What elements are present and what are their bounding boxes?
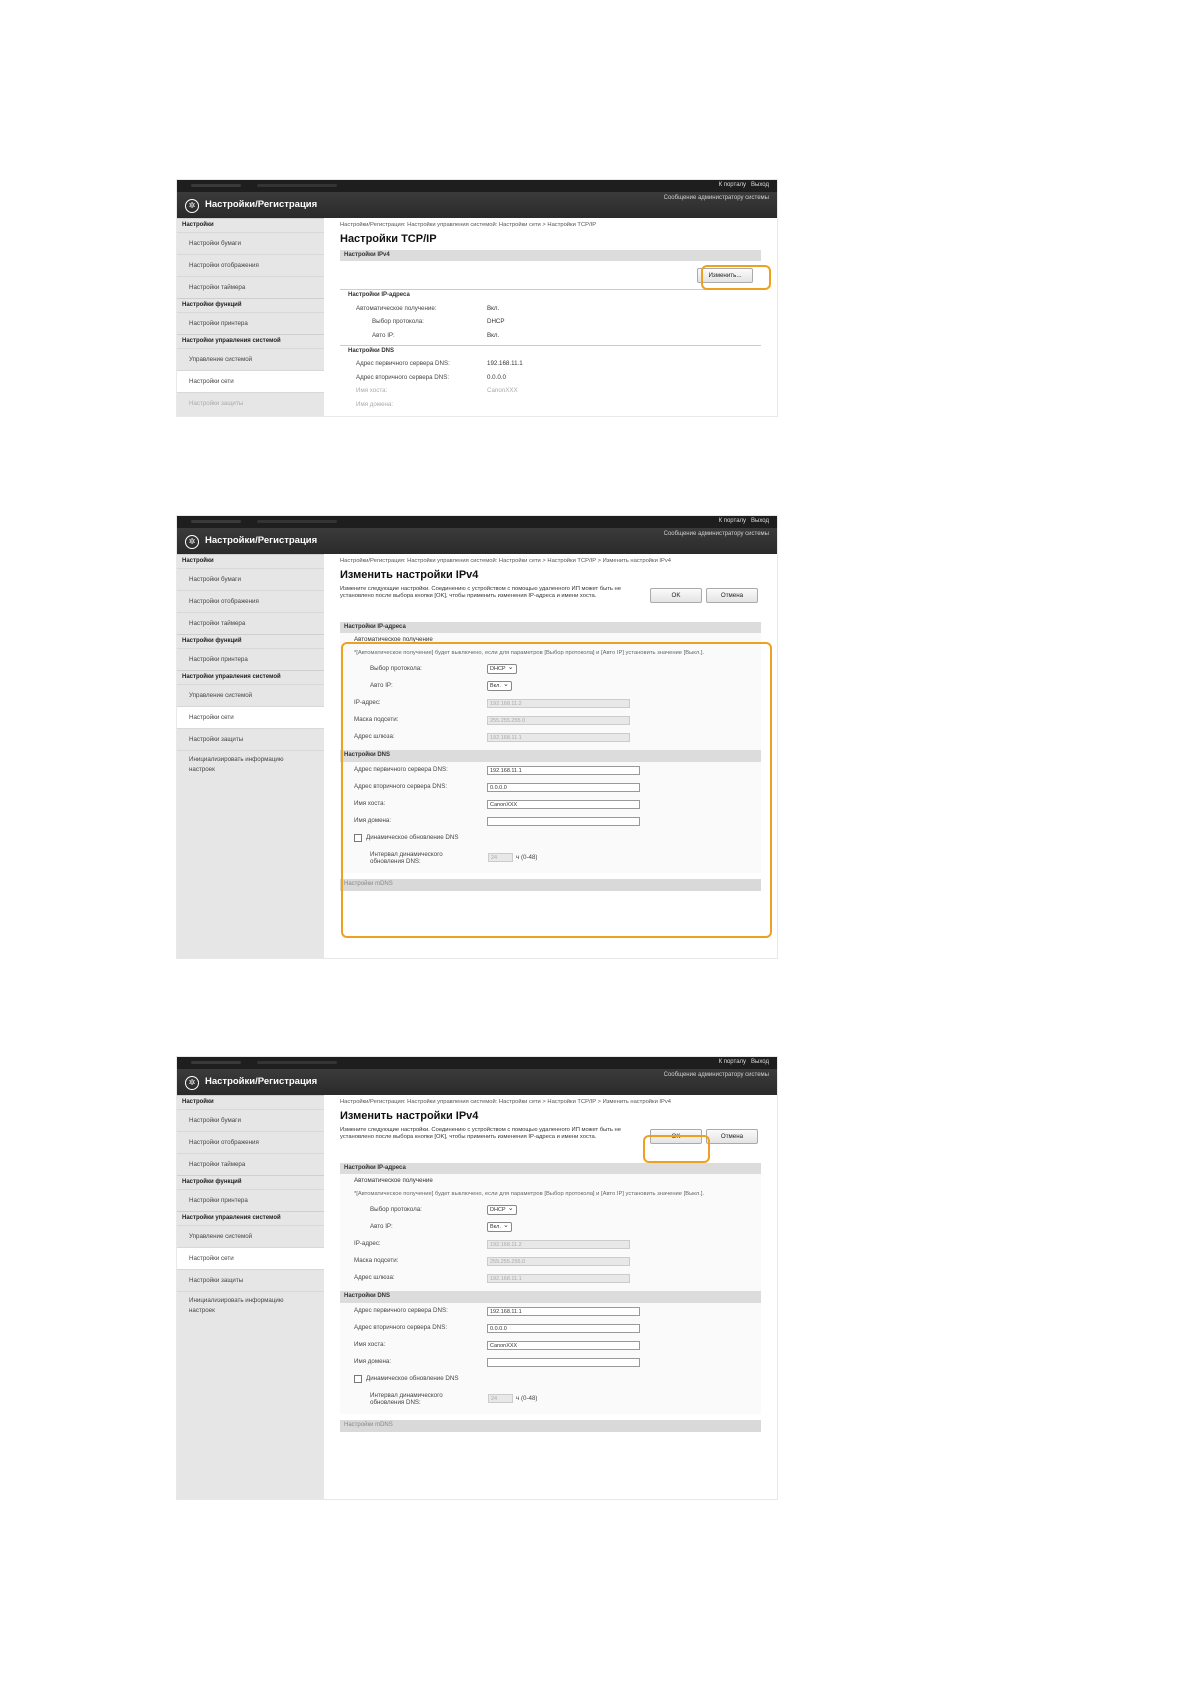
ok-button[interactable]: OK xyxy=(650,1129,702,1144)
section-ipv4: Настройки IPv4 xyxy=(340,250,761,262)
logout-link[interactable]: Выход xyxy=(751,1059,769,1065)
sidebar-item-network[interactable]: Настройки сети xyxy=(177,706,324,728)
sidebar-item-paper[interactable]: Настройки бумаги xyxy=(177,568,324,590)
sidebar-item-network[interactable]: Настройки сети xyxy=(177,1247,324,1269)
sidebar-item-paper[interactable]: Настройки бумаги xyxy=(177,232,324,254)
page-title: Настройки TCP/IP xyxy=(340,233,437,246)
screenshot-edit-ipv4-highlight-fields xyxy=(177,516,777,958)
sidebar-head-sysmgmt: Настройки управления системой xyxy=(177,334,324,348)
autoip-select[interactable]: Вкл. ⌄ xyxy=(487,681,512,691)
domain-input[interactable] xyxy=(487,1358,640,1367)
protocol-select[interactable]: DHCP ⌄ xyxy=(487,1205,517,1215)
section-dns-settings: Настройки DNS xyxy=(340,1291,761,1303)
section-ip-settings: Настройки IP-адреса xyxy=(340,622,761,634)
sidebar-item-display[interactable]: Настройки отображения xyxy=(177,254,324,276)
interval-label: Интервал динамического обновления DNS: xyxy=(370,850,443,865)
auto-acquire-label: Автоматическое получение: xyxy=(356,304,437,312)
auto-acquire-note: *[Автоматическое получение] будет выключено, если для параметров [Выбор протокола] и [Авто IP] установить значение [Выкл.]. xyxy=(354,1191,705,1198)
dyn-dns-label: Динамическое обновление DNS xyxy=(366,1375,459,1383)
section-mdns: Настройки mDNS xyxy=(340,879,761,891)
sidebar-item-paper[interactable]: Настройки бумаги xyxy=(177,1109,324,1131)
dns-group-title: Настройки DNS xyxy=(348,347,394,354)
section-mdns: Настройки mDNS xyxy=(340,1420,761,1432)
primary-dns-label: Адрес первичного сервера DNS: xyxy=(354,1307,448,1315)
sidebar-head-settings: Настройки xyxy=(177,554,324,568)
highlight-settings-fields xyxy=(341,642,772,938)
protocol-label: Выбор протокола: xyxy=(370,1206,422,1214)
sidebar-head-sysmgmt: Настройки управления системой xyxy=(177,1211,324,1225)
ip-input[interactable]: 192.168.11.2 xyxy=(487,699,630,708)
sidebar xyxy=(177,554,324,958)
settings-gear-icon: ✲ xyxy=(185,535,199,549)
sidebar-head-functions: Настройки функций xyxy=(177,1175,324,1189)
admin-message-link[interactable]: Сообщение администратору системы xyxy=(663,531,769,537)
sidebar-head-settings: Настройки xyxy=(177,218,324,232)
secondary-dns-input[interactable]: 0.0.0.0 xyxy=(487,783,640,792)
domain-label: Имя домена: xyxy=(354,1358,392,1366)
admin-message-link[interactable]: Сообщение администратору системы xyxy=(663,1072,769,1078)
screenshot-tcpip-settings xyxy=(177,180,777,416)
section-ip-settings: Настройки IP-адреса xyxy=(340,1163,761,1175)
sidebar-item-printer[interactable]: Настройки принтера xyxy=(177,648,324,670)
ok-button[interactable]: OK xyxy=(650,588,702,603)
ip-group-title: Настройки IP-адреса xyxy=(348,292,410,299)
auto-acquire-value: Вкл. xyxy=(487,304,500,312)
host-label: Имя хоста: xyxy=(354,1341,386,1349)
settings-gear-icon: ✲ xyxy=(185,1076,199,1090)
interval-input[interactable]: 24 xyxy=(488,1394,513,1403)
admin-message-link[interactable]: Сообщение администратору системы xyxy=(663,195,769,201)
gateway-input[interactable]: 192.168.11.1 xyxy=(487,1274,630,1283)
highlight-edit-button xyxy=(701,265,771,290)
screenshot-edit-ipv4-highlight-ok xyxy=(177,1057,777,1499)
intro-text: Измените следующие настройки. Соединению с устройством с помощью удаленного ИП может быть не установлено после выбора кнопки [OK], чтобы применить изменения IP-адреса и имени хоста. xyxy=(340,1126,621,1140)
auto-acquire-label: Автоматическое получение xyxy=(354,1177,433,1185)
autoip-value: Вкл. xyxy=(487,331,500,339)
sidebar-head-functions: Настройки функций xyxy=(177,634,324,648)
cancel-button[interactable]: Отмена xyxy=(706,588,758,603)
primary-dns-label: Адрес первичного сервера DNS: xyxy=(354,766,448,774)
mask-input[interactable]: 255.255.255.0 xyxy=(487,1257,630,1266)
auto-acquire-label: Автоматическое получение xyxy=(354,636,433,644)
mask-label: Маска подсети: xyxy=(354,716,399,724)
sidebar-item-init[interactable]: Инициализировать информацию настроек xyxy=(177,1291,324,1321)
sidebar-item-display[interactable]: Настройки отображения xyxy=(177,1131,324,1153)
secondary-dns-label: Адрес вторичного сервера DNS: xyxy=(354,1324,448,1332)
sidebar-head-functions: Настройки функций xyxy=(177,298,324,312)
primary-dns-input[interactable]: 192.168.11.1 xyxy=(487,766,640,775)
sidebar-head-sysmgmt: Настройки управления системой xyxy=(177,670,324,684)
primary-dns-value: 192.168.11.1 xyxy=(487,360,523,368)
interval-unit: ч (0-48) xyxy=(516,1394,538,1402)
sidebar-item-timer[interactable]: Настройки таймера xyxy=(177,612,324,634)
sidebar-item-timer[interactable]: Настройки таймера xyxy=(177,276,324,298)
host-label: Имя хоста: xyxy=(354,800,386,808)
sidebar-item-printer[interactable]: Настройки принтера xyxy=(177,1189,324,1211)
portal-link[interactable]: К порталу xyxy=(718,518,747,524)
portal-link[interactable]: К порталу xyxy=(718,182,747,188)
portal-link[interactable]: К порталу xyxy=(718,1059,747,1065)
ip-input[interactable]: 192.168.11.2 xyxy=(487,1240,630,1249)
protocol-label: Выбор протокола: xyxy=(372,318,424,326)
secondary-dns-label: Адрес вторичного сервера DNS: xyxy=(356,373,450,381)
sidebar-item-security[interactable]: Настройки защиты xyxy=(177,392,324,414)
sidebar-item-system-mgmt[interactable]: Управление системой xyxy=(177,684,324,706)
interval-unit: ч (0-48) xyxy=(516,853,538,861)
sidebar-item-security[interactable]: Настройки защиты xyxy=(177,1269,324,1291)
interval-input[interactable]: 24 xyxy=(488,853,513,862)
host-input[interactable]: CanonXXX xyxy=(487,800,640,809)
cancel-button[interactable]: Отмена xyxy=(706,1129,758,1144)
gateway-input[interactable]: 192.168.11.1 xyxy=(487,733,630,742)
autoip-label: Авто IP: xyxy=(370,1223,393,1231)
autoip-select[interactable]: Вкл. ⌄ xyxy=(487,1222,512,1232)
app-title: Настройки/Регистрация xyxy=(205,1076,318,1087)
primary-dns-input[interactable]: 192.168.11.1 xyxy=(487,1307,640,1316)
main-content xyxy=(324,218,777,416)
sidebar-head-settings: Настройки xyxy=(177,1095,324,1109)
protocol-select[interactable]: DHCP ⌄ xyxy=(487,664,517,674)
secondary-dns-value: 0.0.0.0 xyxy=(487,373,506,381)
sidebar-item-system-mgmt[interactable]: Управление системой xyxy=(177,348,324,370)
domain-label: Имя домена: xyxy=(354,817,392,825)
section-dns-settings: Настройки DNS xyxy=(340,750,761,762)
app-header xyxy=(177,528,777,554)
auto-acquire-note: *[Автоматическое получение] будет выключено, если для параметров [Выбор протокола] и [Авто IP] установить значение [Выкл.]. xyxy=(354,650,705,657)
secondary-dns-label: Адрес вторичного сервера DNS: xyxy=(354,783,448,791)
domain-label: Имя домена: xyxy=(356,400,394,408)
settings-gear-icon: ✲ xyxy=(185,199,199,213)
sidebar-item-printer[interactable]: Настройки принтера xyxy=(177,312,324,334)
sidebar-item-display[interactable]: Настройки отображения xyxy=(177,590,324,612)
sidebar-item-system-mgmt[interactable]: Управление системой xyxy=(177,1225,324,1247)
gateway-label: Адрес шлюза: xyxy=(354,733,395,741)
app-header xyxy=(177,192,777,218)
sidebar-item-init[interactable]: Инициализировать информацию настроек xyxy=(177,750,324,780)
interval-label: Интервал динамического обновления DNS: xyxy=(370,1391,443,1406)
breadcrumb: Настройки/Регистрация: Настройки управления системой: Настройки сети > Настройки TCP/IP xyxy=(340,222,597,228)
gateway-label: Адрес шлюза: xyxy=(354,1274,395,1282)
mask-label: Маска подсети: xyxy=(354,1257,399,1265)
sidebar-item-network[interactable]: Настройки сети xyxy=(177,370,324,392)
host-input[interactable]: CanonXXX xyxy=(487,1341,640,1350)
app-title: Настройки/Регистрация xyxy=(205,535,318,546)
ip-label: IP-адрес: xyxy=(354,699,381,707)
ip-label: IP-адрес: xyxy=(354,1240,381,1248)
protocol-value: DHCP xyxy=(487,318,505,326)
page-title: Изменить настройки IPv4 xyxy=(340,569,479,582)
sidebar xyxy=(177,1095,324,1499)
primary-dns-label: Адрес первичного сервера DNS: xyxy=(356,360,450,368)
app-title: Настройки/Регистрация xyxy=(205,199,318,210)
mask-input[interactable]: 255.255.255.0 xyxy=(487,716,630,725)
autoip-label: Авто IP: xyxy=(370,682,393,690)
sidebar-item-security[interactable]: Настройки защиты xyxy=(177,728,324,750)
dyn-dns-label: Динамическое обновление DNS xyxy=(366,834,459,842)
host-label: Имя хоста: xyxy=(356,387,388,395)
autoip-label: Авто IP: xyxy=(372,331,395,339)
intro-text: Измените следующие настройки. Соединению с устройством с помощью удаленного ИП может быть не установлено после выбора кнопки [OK], чтобы применить изменения IP-адреса и имени хоста. xyxy=(340,585,621,599)
breadcrumb: Настройки/Регистрация: Настройки управления системой: Настройки сети > Настройки TCP/IP > Изменить настройки IPv4 xyxy=(340,1099,672,1105)
app-header xyxy=(177,1069,777,1095)
logout-link[interactable]: Выход xyxy=(751,518,769,524)
top-bar xyxy=(177,1057,777,1069)
host-value: CanonXXX xyxy=(487,387,518,395)
sidebar xyxy=(177,218,324,416)
dyn-dns-checkbox[interactable] xyxy=(354,1375,362,1383)
sidebar-item-timer[interactable]: Настройки таймера xyxy=(177,1153,324,1175)
breadcrumb: Настройки/Регистрация: Настройки управления системой: Настройки сети > Настройки TCP/IP > Изменить настройки IPv4 xyxy=(340,558,672,564)
secondary-dns-input[interactable]: 0.0.0.0 xyxy=(487,1324,640,1333)
logout-link[interactable]: Выход xyxy=(751,182,769,188)
edit-button[interactable]: Изменить... xyxy=(697,268,753,283)
highlight-ok-button xyxy=(643,1135,710,1163)
page-title: Изменить настройки IPv4 xyxy=(340,1110,479,1123)
top-bar xyxy=(177,180,777,192)
top-bar xyxy=(177,516,777,528)
protocol-label: Выбор протокола: xyxy=(370,665,422,673)
